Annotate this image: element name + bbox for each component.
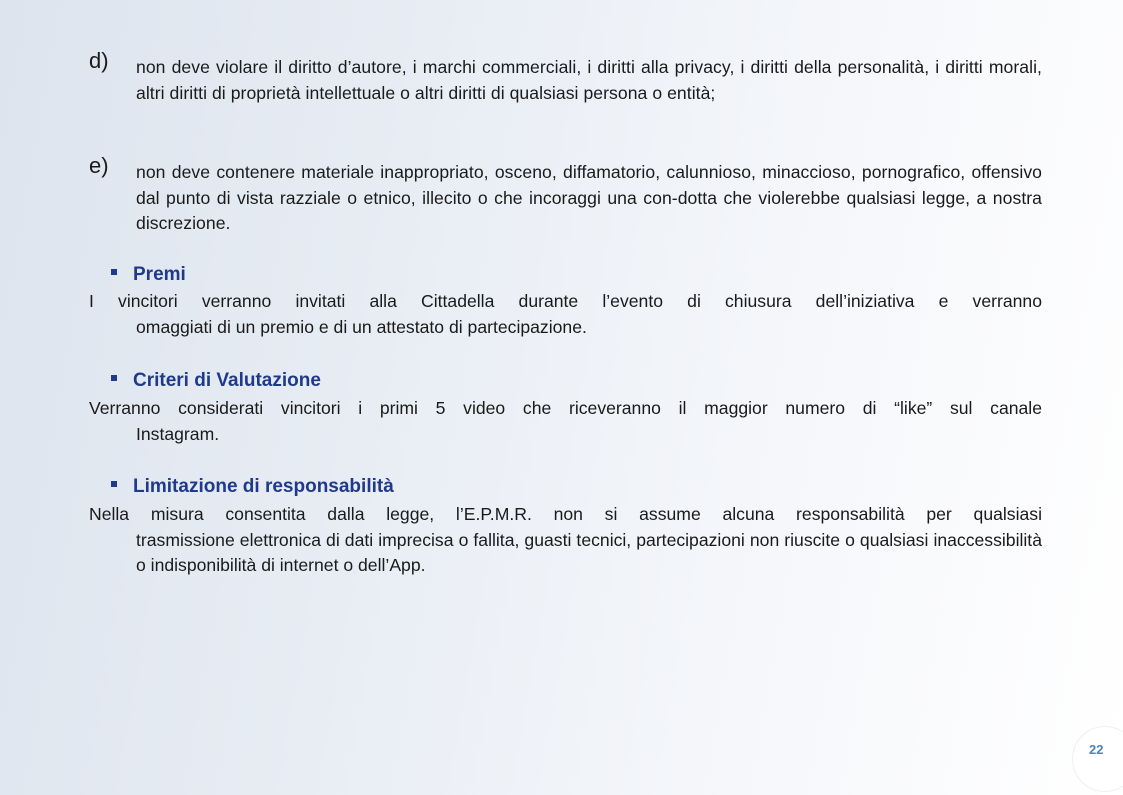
- section-heading-label: Limitazione di responsabilità: [133, 476, 394, 497]
- paragraph-first-line: I vincitori verranno invitati alla Cittadella durante l’evento di chiusura dell’iniziativa e verranno: [89, 291, 1042, 311]
- list-text-d: non deve violare il diritto d’autore, i marchi commerciali, i diritti alla privacy, i diritti della personalità, i diritti morali, altri diritti di proprietà intellettuale o altri diritti di qualsiasi persona o entità;: [136, 57, 1042, 103]
- square-bullet-icon: [111, 269, 117, 275]
- list-marker-d: d): [89, 48, 109, 73]
- list-text-e: non deve contenere materiale inappropriato, osceno, diffamatorio, calunnioso, minaccioso, pornografico, offensivo dal punto di vista razziale o etnico, illecito o che incoraggi una con-dotta che violerebbe qualsiasi legge, a nostra discrezione.: [136, 162, 1042, 233]
- paragraph-first-line: Verranno considerati vincitori i primi 5 video che riceveranno il maggior numero di “like” sul canale: [89, 398, 1042, 418]
- section-heading-label: Premi: [133, 264, 186, 285]
- paragraph-continuation: trasmissione elettronica di dati imprecisa o fallita, guasti tecnici, partecipazioni non riuscite o qualsiasi inaccessibilità o indisponibilità di internet o dell’App.: [136, 529, 1042, 575]
- list-marker-e: e): [89, 153, 109, 178]
- section-heading-limitazione: [111, 475, 394, 499]
- paragraph-continuation: Instagram.: [136, 423, 220, 444]
- square-bullet-icon: [111, 481, 117, 487]
- square-bullet-icon: [111, 375, 117, 381]
- paragraph-first-line: Nella misura consentita dalla legge, l’E.P.M.R. non si assume alcuna responsabilità per qualsiasi: [89, 504, 1042, 524]
- page-number: 22: [1089, 742, 1104, 757]
- section-paragraph-premi: [89, 289, 1042, 340]
- paragraph-continuation: omaggiati di un premio e di un attestato di partecipazione.: [136, 316, 587, 337]
- section-paragraph-criteri: [89, 396, 1042, 447]
- page-number-badge: [1072, 726, 1123, 792]
- section-heading-premi: [111, 263, 186, 287]
- list-item-e: [89, 153, 1042, 237]
- list-item-d: [89, 48, 1042, 106]
- section-heading-criteri: [111, 369, 321, 393]
- section-paragraph-limitazione: [89, 502, 1042, 579]
- section-heading-label: Criteri di Valutazione: [133, 370, 321, 391]
